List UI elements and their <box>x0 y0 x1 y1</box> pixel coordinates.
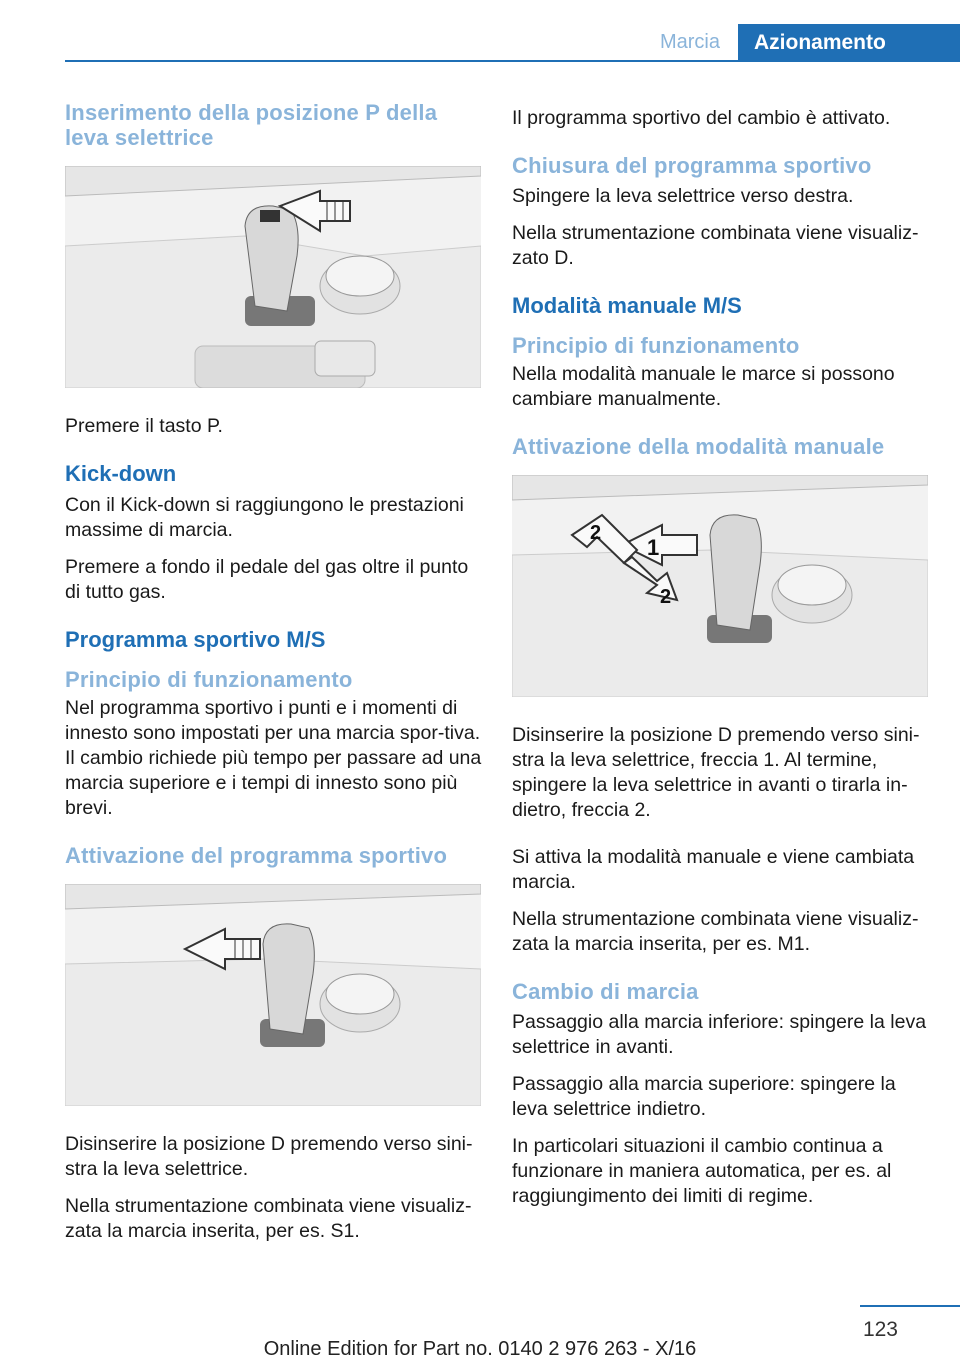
heading-gear-change: Cambio di marcia <box>512 979 699 1004</box>
left-column <box>65 100 483 1256</box>
text-manual-activation-2: Si attiva la modalità manuale e viene cambiata marcia. <box>512 846 915 893</box>
heading-principle: Principio di funzionamento <box>65 667 353 692</box>
heading-manual-principle: Principio di funzionamento <box>512 333 800 358</box>
heading-manual-mode: Modalità manuale M/S <box>512 293 742 318</box>
heading-manual-activation: Attivazione della modalità manuale <box>512 434 885 459</box>
text-manual-activation-3: Nella strumentazione combinata viene visualiz-zata la marcia inserita, per es. M1. <box>512 908 919 955</box>
text-kickdown-2: Premere a fondo il pedale del gas oltre il punto di tutto gas. <box>65 556 469 603</box>
figure-manual-activation <box>512 475 928 697</box>
figure-sport-activation <box>65 884 481 1106</box>
heading-kickdown: Kick-down <box>65 461 177 486</box>
figure-park-button <box>65 166 481 388</box>
heading-sport-activation: Attivazione del programma sportivo <box>65 843 448 868</box>
text-manual-activation-1: Disinserire la posizione D premendo verso sini-stra la leva selettrice, freccia 1. Al termine, spingere la leva selettrice in avanti o tirarla in-dietro, freccia 2. <box>512 724 920 821</box>
header-chapter: Azionamento <box>738 24 960 62</box>
text-manual-principle: Nella modalità manuale le marce si possono cambiare manualmente. <box>512 363 895 410</box>
text-gear-down: Passaggio alla marcia inferiore: spingere la leva selettrice in avanti. <box>512 1011 927 1058</box>
footer-rule <box>860 1305 960 1307</box>
arrow-label-2-top: 2 <box>590 522 602 544</box>
heading-sport-close: Chiusura del programma sportivo <box>512 153 872 178</box>
text-sport-active: Il programma sportivo del cambio è attivato. <box>512 107 891 129</box>
text-press-p: Premere il tasto P. <box>65 415 223 437</box>
header-section: Marcia <box>659 31 720 53</box>
text-sport-close-2: Nella strumentazione combinata viene visualiz-zato D. <box>512 222 919 269</box>
edition-note: Online Edition for Part no. 0140 2 976 263 - X/16 <box>263 1338 697 1360</box>
text-gear-up: Passaggio alla marcia superiore: spingere la leva selettrice indietro. <box>512 1073 896 1120</box>
right-column <box>512 100 932 1221</box>
text-sport-close-1: Spingere la leva selettrice verso destra. <box>512 185 854 207</box>
arrow-label-1: 1 <box>647 535 660 560</box>
heading-park-position: Inserimento della posizione P della leva selettrice <box>65 100 438 150</box>
text-auto-mode: In particolari situazioni il cambio continua a funzionare in maniera automatica, per es. al raggiungimento dei limiti di regime. <box>512 1135 892 1207</box>
text-sport-principle: Nel programma sportivo i punti e i momenti di innesto sono impostati per una marcia spor-tiva. Il cambio richiede più tempo per passare ad una marcia superiore e i tempi di innesto sono più brevi. <box>65 697 482 819</box>
text-sport-activation-2: Nella strumentazione combinata viene visualiz-zata la marcia inserita, per es. S1. <box>65 1195 472 1242</box>
text-kickdown-1: Con il Kick-down si raggiungono le prestazioni massime di marcia. <box>65 494 464 541</box>
text-sport-activation-1: Disinserire la posizione D premendo verso sini-stra la leva selettrice. <box>65 1133 473 1180</box>
page-number: 123 <box>862 1318 898 1341</box>
arrow-label-2-bottom: 2 <box>660 586 672 608</box>
heading-sport-program: Programma sportivo M/S <box>65 627 326 652</box>
